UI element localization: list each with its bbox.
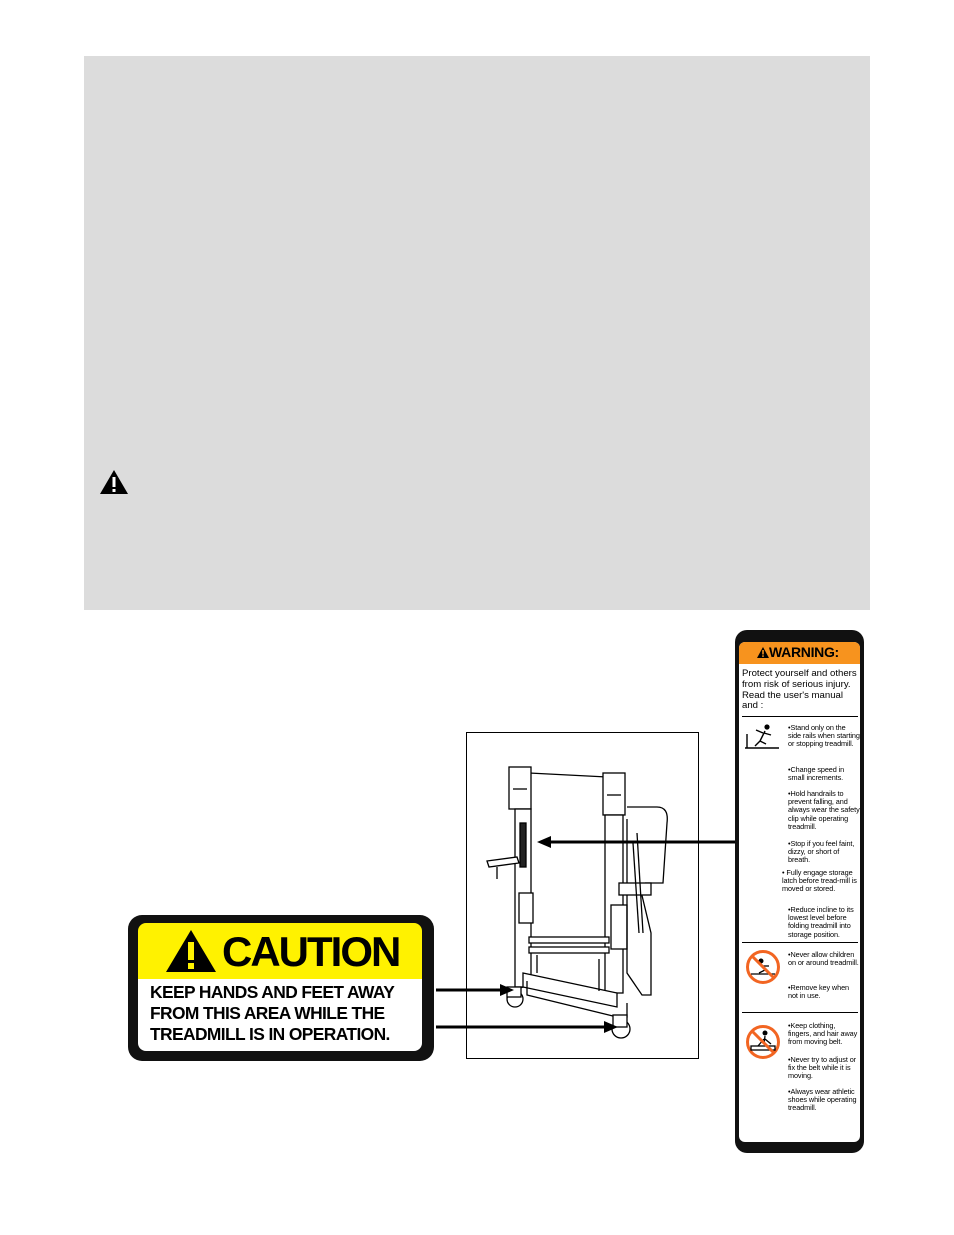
warning-item: • Fully engage storage latch before tread-mill is moved or stored. (782, 868, 857, 894)
warning-title: WARNING: (769, 644, 839, 660)
warning-divider (742, 942, 858, 943)
warning-item: •Hold handrails to prevent falling, and always wear the safety clip while operating treadmill. (788, 789, 860, 831)
no-hands-near-belt-icon (745, 1024, 781, 1060)
warning-item: •Never try to adjust or fix the belt while it is moving. (788, 1055, 856, 1081)
warning-decal (735, 630, 864, 1153)
caution-title: CAUTION (222, 928, 400, 975)
warning-item: •Remove key when not in use. (788, 983, 849, 1001)
warning-divider (742, 1012, 858, 1013)
caution-message: KEEP HANDS AND FEET AWAY FROM THIS AREA WHILE THE TREADMILL IS IN OPERATION. (150, 982, 394, 1044)
warning-item: •Keep clothing, fingers, and hair away from moving belt. (788, 1021, 858, 1047)
warning-item: •Never allow children on or around treadmill. (788, 950, 859, 968)
warning-item: •Stop if you feel faint, dizzy, or short of breath. (788, 839, 855, 865)
warning-item: •Stand only on the side rails when starting or stopping treadmill. (788, 723, 860, 749)
warning-decal-inner (739, 642, 860, 1142)
warning-header (739, 642, 860, 664)
warning-divider (742, 716, 858, 717)
person-falling-icon (743, 722, 781, 750)
warning-intro: Protect yourself and others from risk of serious injury. Read the user's manual and : (742, 668, 857, 712)
warning-item: •Always wear athletic shoes while operating treadmill. (788, 1087, 857, 1113)
no-children-icon (745, 949, 781, 985)
warning-item: •Reduce incline to its lowest level before folding treadmill into storage position. (788, 905, 854, 939)
warning-item: •Change speed in small increments. (788, 765, 845, 783)
warning-triangle-icon (757, 647, 769, 658)
